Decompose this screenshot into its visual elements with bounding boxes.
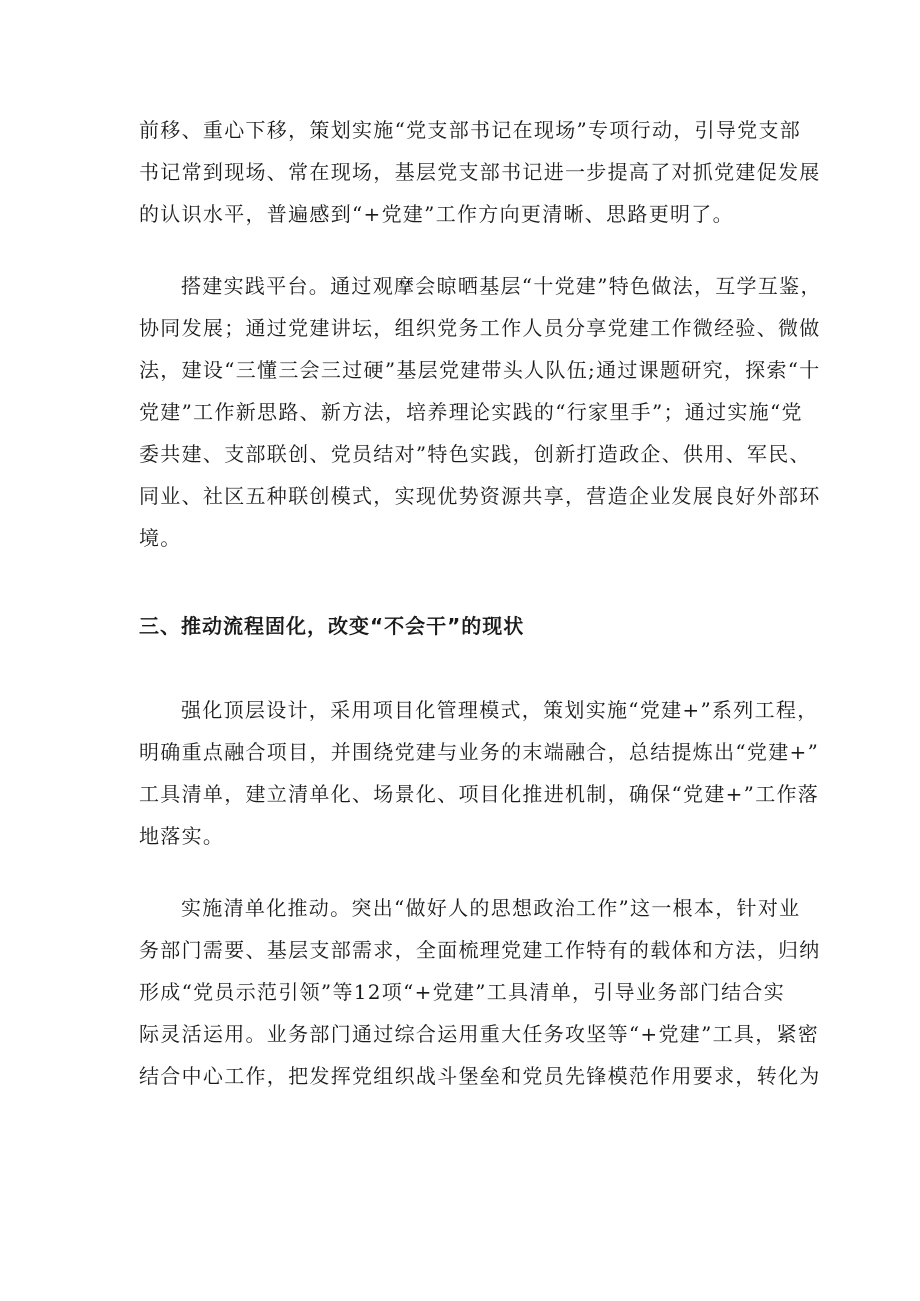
paragraph-2-line-1: 搭建实践平台。通过观摩会晾晒基层“十党建”特色做法，互学互鉴， bbox=[181, 274, 822, 298]
paragraph-2-line-3: 法，建设“三懂三会三过硬”基层党建带头人队伍;通过课题研究，探索“十 bbox=[139, 358, 821, 382]
paragraph-1-line-2: 书记常到现场、常在现场，基层党支部书记进一步提高了对抓党建促发展 bbox=[139, 160, 821, 184]
paragraph-4-line-1: 实施清单化推动。突出“做好人的思想政治工作”这一根本，针对业 bbox=[181, 896, 801, 920]
paragraph-2-line-2: 协同发展；通过党建讲坛，组织党务工作人员分享党建工作微经验、微做 bbox=[139, 316, 821, 340]
paragraph-3-line-4: 地落实。 bbox=[139, 824, 225, 848]
paragraph-3-line-1: 强化顶层设计，采用项目化管理模式，策划实施“党建+”系列工程， bbox=[181, 698, 819, 722]
paragraph-3-line-2: 明确重点融合项目，并围绕党建与业务的末端融合，总结提炼出“党建+” bbox=[139, 740, 820, 764]
paragraph-2-line-5: 委共建、支部联创、党员结对”特色实践，创新打造政企、供用、军民、 bbox=[139, 442, 811, 466]
section-heading: 三、推动流程固化，改变“不会干”的现状 bbox=[139, 614, 525, 638]
paragraph-1-line-3: 的认识水平，普遍感到“+党建”工作方向更清晰、思路更明了。 bbox=[139, 202, 734, 226]
paragraph-4-line-3: 形成“党员示范引领”等12项“+党建”工具清单，引导业务部门结合实 bbox=[139, 980, 786, 1004]
paragraph-2-line-4: 党建”工作新思路、新方法，培养理论实践的“行家里手”；通过实施“党 bbox=[139, 400, 803, 424]
paragraph-4-line-5: 结合中心工作，把发挥党组织战斗堡垒和党员先锋模范作用要求，转化为 bbox=[139, 1064, 821, 1088]
paragraph-3-line-3: 工具清单，建立清单化、场景化、项目化推进机制，确保“党建+”工作落 bbox=[139, 782, 820, 806]
paragraph-2-line-6: 同业、社区五种联创模式，实现优势资源共享，营造企业发展良好外部环 bbox=[139, 484, 821, 508]
paragraph-2-line-7: 境。 bbox=[139, 526, 182, 550]
paragraph-4-line-2: 务部门需要、基层支部需求，全面梳理党建工作特有的载体和方法，归纳 bbox=[139, 938, 821, 962]
paragraph-4-line-4: 际灵活运用。业务部门通过综合运用重大任务攻坚等“+党建”工具，紧密 bbox=[139, 1022, 820, 1046]
paragraph-1-line-1: 前移、重心下移，策划实施“党支部书记在现场”专项行动，引导党支部 bbox=[139, 118, 802, 142]
